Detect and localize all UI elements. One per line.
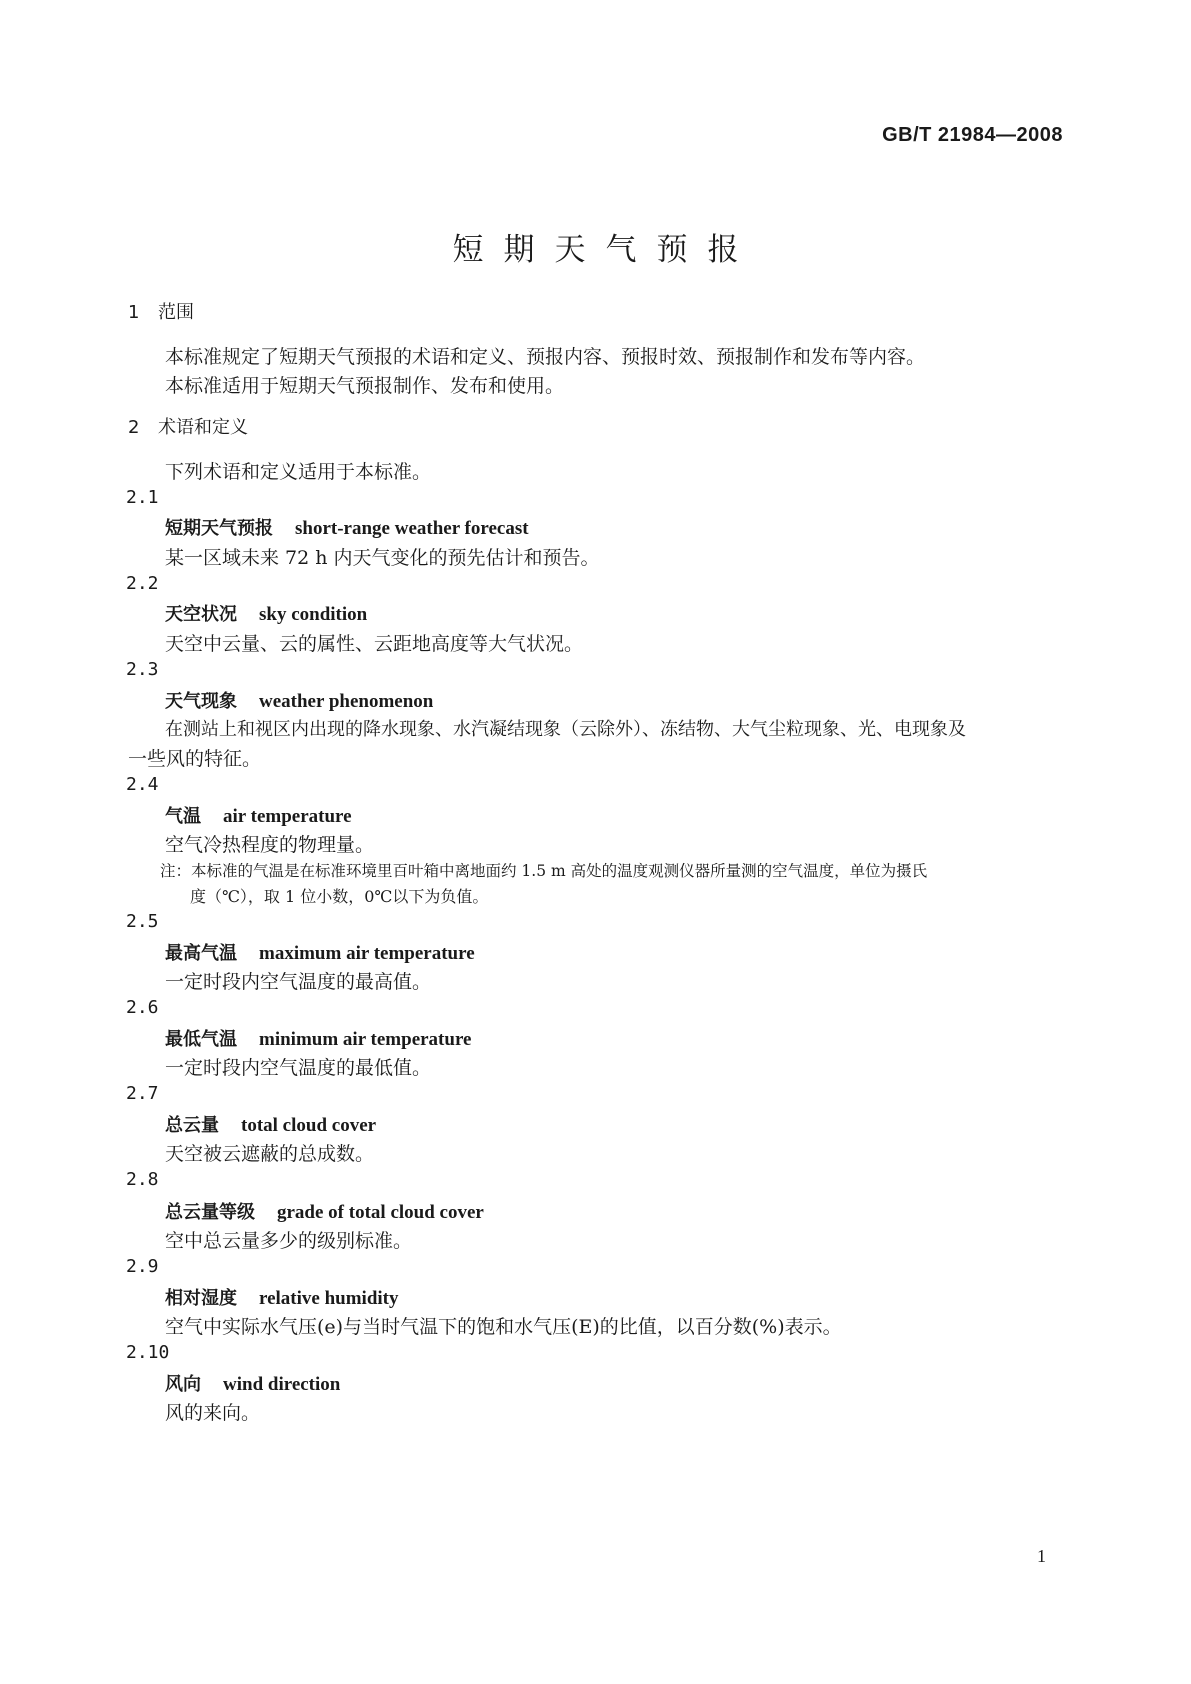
term-english: total cloud cover — [241, 1115, 377, 1136]
term-english: short-range weather forecast — [295, 518, 529, 539]
note-line-2: 度（℃），取 1 位小数，0℃以下为负值。 — [190, 887, 489, 906]
clause-number: 2.6 — [126, 997, 159, 1018]
term-chinese: 天空状况 — [165, 604, 237, 625]
clause-number: 2.9 — [126, 1256, 159, 1277]
clause-number: 2.4 — [126, 774, 159, 795]
term-chinese: 短期天气预报 — [165, 518, 273, 539]
scope-paragraph-1: 本标准规定了短期天气预报的术语和定义、预报内容、预报时效、预报制作和发布等内容。 — [165, 346, 926, 368]
scope-paragraph-2: 本标准适用于短期天气预报制作、发布和使用。 — [165, 375, 565, 397]
term-definition: 空中总云量多少的级别标准。 — [165, 1230, 413, 1252]
document-title: 短期天气预报 — [452, 232, 759, 268]
term-chinese: 最高气温 — [165, 943, 237, 964]
clause-number: 2.2 — [126, 573, 159, 594]
term-definition-continued: 一些风的特征。 — [128, 748, 262, 770]
term-english: maximum air temperature — [259, 943, 475, 964]
term-english: minimum air temperature — [259, 1029, 472, 1050]
term-heading — [165, 1370, 340, 1396]
term-definition: 空气冷热程度的物理量。 — [165, 834, 375, 856]
term-chinese: 风向 — [165, 1374, 201, 1395]
term-chinese: 天气现象 — [165, 691, 237, 712]
clause-number: 2.7 — [126, 1083, 159, 1104]
term-definition: 天空中云量、云的属性、云距地高度等大气状况。 — [165, 633, 584, 655]
term-definition: 在测站上和视区内出现的降水现象、水汽凝结现象（云除外）、冻结物、大气尘粒现象、光、电现象及 — [165, 719, 966, 740]
section-1-heading — [128, 298, 194, 324]
term-heading — [165, 687, 433, 713]
term-chinese: 总云量等级 — [165, 1202, 255, 1223]
page-number: 1 — [1037, 1546, 1046, 1566]
term-chinese: 总云量 — [165, 1115, 219, 1136]
term-heading — [165, 802, 352, 828]
clause-number: 2.10 — [126, 1342, 170, 1363]
term-heading — [165, 939, 475, 965]
term-english: relative humidity — [259, 1288, 399, 1309]
term-chinese: 相对湿度 — [165, 1288, 237, 1309]
standard-number: GB/T 21984—2008 — [882, 124, 1063, 146]
term-definition: 天空被云遮蔽的总成数。 — [165, 1143, 375, 1165]
term-english: wind direction — [223, 1374, 341, 1395]
term-heading — [165, 514, 529, 540]
term-heading — [165, 1111, 376, 1137]
term-english: grade of total cloud cover — [277, 1202, 484, 1223]
term-chinese: 气温 — [165, 806, 201, 827]
term-heading — [165, 1198, 484, 1224]
term-definition: 空气中实际水气压(e)与当时气温下的饱和水气压(E)的比值，以百分数(%)表示。 — [165, 1316, 842, 1338]
section-number: 1 — [128, 302, 140, 323]
term-english: weather phenomenon — [259, 691, 434, 712]
term-definition: 风的来向。 — [165, 1402, 261, 1424]
term-english: sky condition — [259, 604, 368, 625]
section-2-heading — [128, 413, 248, 439]
term-chinese: 最低气温 — [165, 1029, 237, 1050]
term-definition: 一定时段内空气温度的最高值。 — [165, 971, 432, 993]
clause-number: 2.8 — [126, 1169, 159, 1190]
clause-number: 2.5 — [126, 911, 159, 932]
term-heading — [165, 600, 367, 626]
term-english: air temperature — [223, 806, 352, 827]
clause-number: 2.3 — [126, 659, 159, 680]
clause-number: 2.1 — [126, 487, 159, 508]
term-definition: 某一区域未来 72 h 内天气变化的预先估计和预告。 — [165, 547, 600, 569]
section-title: 术语和定义 — [158, 417, 248, 438]
term-heading — [165, 1284, 399, 1310]
section-title: 范围 — [158, 302, 194, 323]
note-line-1: 注：本标准的气温是在标准环境里百叶箱中离地面约 1.5 m 高处的温度观测仪器所量测的空气温度，单位为摄氏 — [160, 862, 928, 880]
term-heading — [165, 1025, 471, 1051]
term-definition: 一定时段内空气温度的最低值。 — [165, 1057, 432, 1079]
section-number: 2 — [128, 417, 140, 438]
terms-intro: 下列术语和定义适用于本标准。 — [165, 461, 432, 483]
